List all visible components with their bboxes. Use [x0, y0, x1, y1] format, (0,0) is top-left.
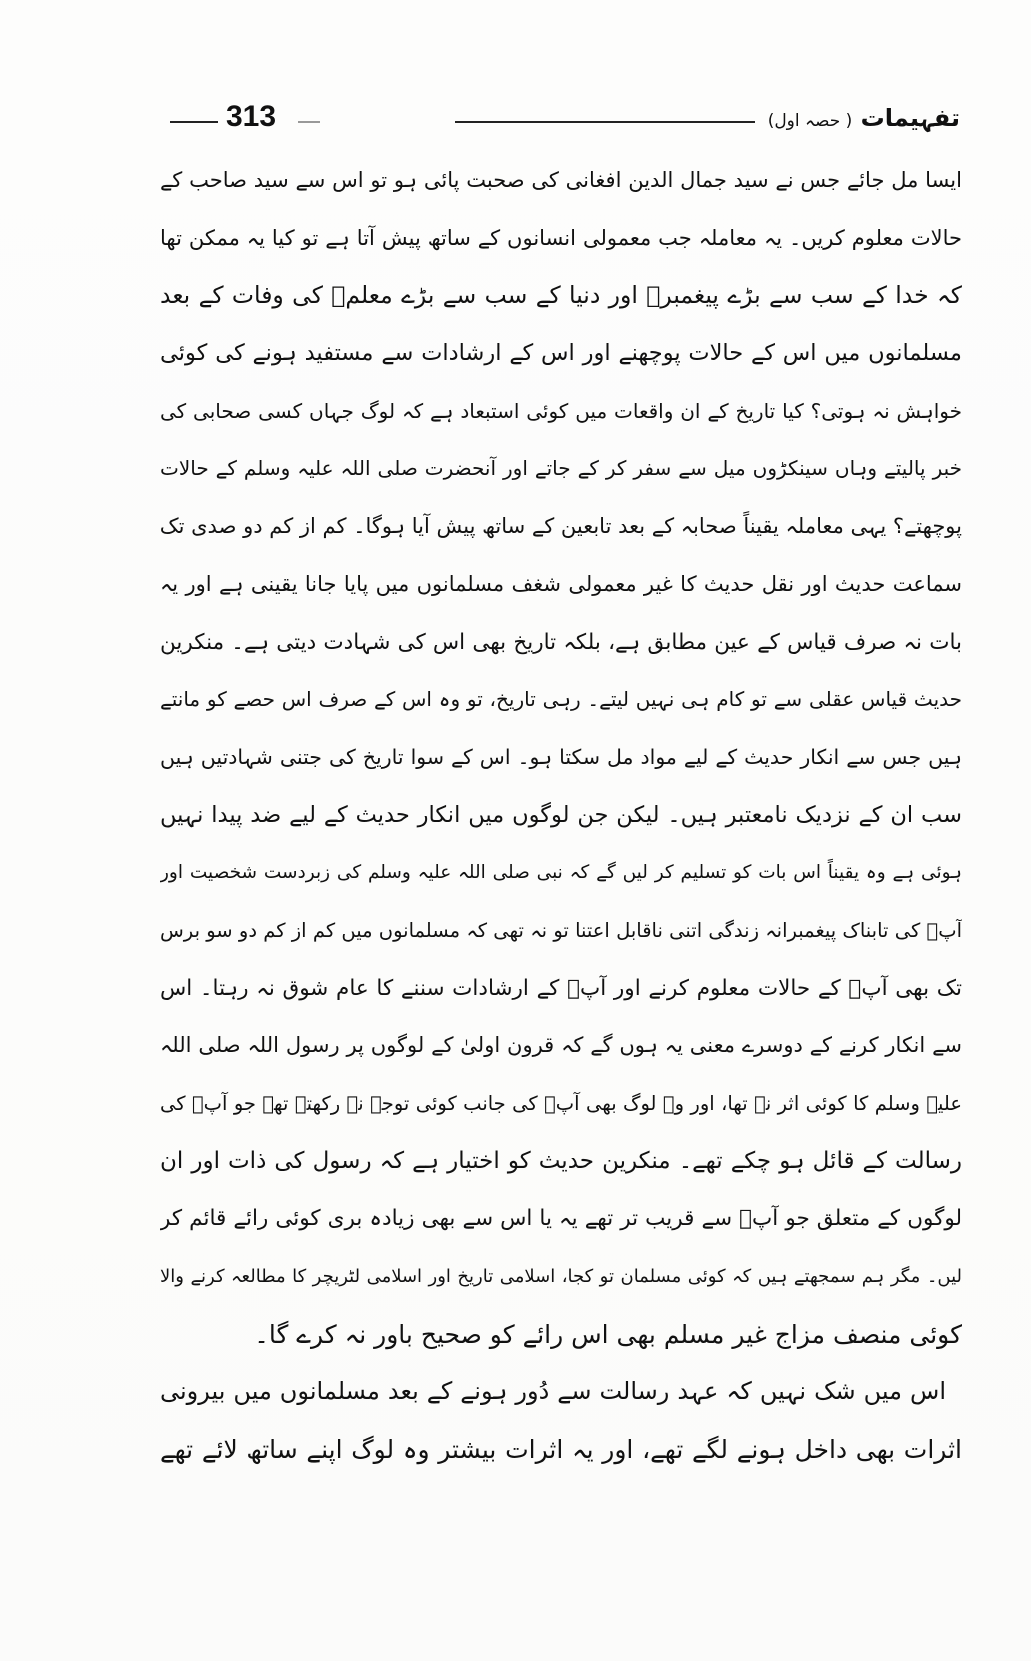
book-title: تفہیمات	[860, 104, 960, 132]
text-line: سب ان کے نزدیک نامعتبر ہیں۔ لیکن جن لوگوں میں انکار حدیث کے لیے ضد پیدا نہیں	[160, 801, 962, 828]
text-line: رسالت کے قائل ہو چکے تھے۔ منکرین حدیث کو اختیار ہے کہ رسول کی ذات اور ان	[160, 1147, 962, 1174]
text-line: لیں۔ مگر ہم سمجھتے ہیں کہ کوئی مسلمان تو کجا، اسلامی تاریخ اور اسلامی لٹریچر کا مطالعہ کرنے والا	[160, 1266, 962, 1288]
text-line: سماعت حدیث اور نقل حدیث کا غیر معمولی شغف مسلمانوں میں پایا جانا یقینی ہے اور یہ	[160, 571, 962, 596]
page-number: 313	[226, 100, 277, 133]
text-line: حدیث قیاس عقلی سے تو کام ہی نہیں لیتے۔ رہی تاریخ، تو وہ اس کے صرف اس حصے کو مانتے	[160, 687, 962, 712]
book-part: ( حصہ اول)	[767, 111, 853, 131]
text-line: آپؐ کی تابناک پیغمبرانہ زندگی اتنی ناقابل اعتنا تو نہ تھی کہ مسلمانوں میں کم از کم دو سو برس	[160, 918, 962, 942]
text-line: ہیں جس سے انکار حدیث کے لیے مواد مل سکتا ہو۔ اس کے سوا تاریخ کی جتنی شہادتیں ہیں	[160, 744, 962, 769]
text-line: لوگوں کے متعلق جو آپؐ سے قریب تر تھے یہ یا اس سے بھی زیادہ بری کوئی رائے قائم کر	[160, 1206, 962, 1232]
body-text	[160, 152, 962, 1479]
text-line: سے انکار کرنے کے دوسرے معنی یہ ہوں گے کہ قرون اولیٰ کے لوگوں پر رسول اللہ صلی اللہ	[160, 1033, 962, 1058]
text-line: مسلمانوں میں اس کے حالات پوچھنے اور اس کے ارشادات سے مستفید ہونے کی کوئی	[160, 340, 962, 367]
running-title	[768, 104, 960, 132]
text-line: ایسا مل جائے جس نے سید جمال الدین افغانی کی صحبت پائی ہو تو اس سے سید صاحب کے	[160, 168, 962, 192]
page-header	[170, 102, 960, 142]
text-line: اثرات بھی داخل ہونے لگے تھے، اور یہ اثرات بیشتر وہ لوگ اپنے ساتھ لائے تھے	[160, 1435, 962, 1465]
text-line: پوچھتے؟ یہی معاملہ یقیناً صحابہ کے بعد تابعین کے ساتھ پیش آیا ہوگا۔ کم از کم دو صدی تک	[160, 514, 962, 539]
paragraph-start-line: اس میں شک نہیں کہ عہد رسالت سے دُور ہونے کے بعد مسلمانوں میں بیرونی	[160, 1377, 946, 1406]
text-line: خواہش نہ ہوتی؟ کیا تاریخ کے ان واقعات میں کوئی استبعاد ہے کہ لوگ جہاں کسی صحابی کی	[160, 398, 962, 423]
text-line: خبر پالیتے وہاں سینکڑوں میل سے سفر کر کے جاتے اور آنحضرت صلی اللہ علیہ وسلم کے حالات	[160, 456, 962, 481]
header-rule	[455, 121, 755, 123]
text-line: بات نہ صرف قیاس کے عین مطابق ہے، بلکہ تاریخ بھی اس کی شہادت دیتی ہے۔ منکرین	[160, 629, 962, 655]
header-rule-short	[298, 121, 320, 123]
text-line: کوئی منصف مزاج غیر مسلم بھی اس رائے کو صحیح باور نہ کرے گا۔	[254, 1319, 962, 1349]
text-line: کہ خدا کے سب سے بڑے پیغمبرؐ اور دنیا کے سب سے بڑے معلمؐ کی وفات کے بعد	[160, 281, 962, 310]
text-line: تک بھی آپؐ کے حالات معلوم کرنے اور آپؐ کے ارشادات سننے کا عام شوق نہ رہتا۔ اس	[160, 975, 962, 1001]
header-rule-left	[170, 121, 218, 123]
text-line: ہوئی ہے وہ یقیناً اس بات کو تسلیم کر لیں گے کہ نبی صلی اللہ علیہ وسلم کی زبردست شخصیت اور	[160, 862, 962, 884]
text-line: علیہ وسلم کا کوئی اثر نہ تھا، اور وہ لوگ بھی آپؐ کی جانب کوئی توجہ نہ رکھتے تھے جو آپؐ کی	[160, 1092, 962, 1115]
text-line: حالات معلوم کریں۔ یہ معاملہ جب معمولی انسانوں کے ساتھ پیش آتا ہے تو کیا یہ ممکن تھا	[160, 225, 962, 250]
